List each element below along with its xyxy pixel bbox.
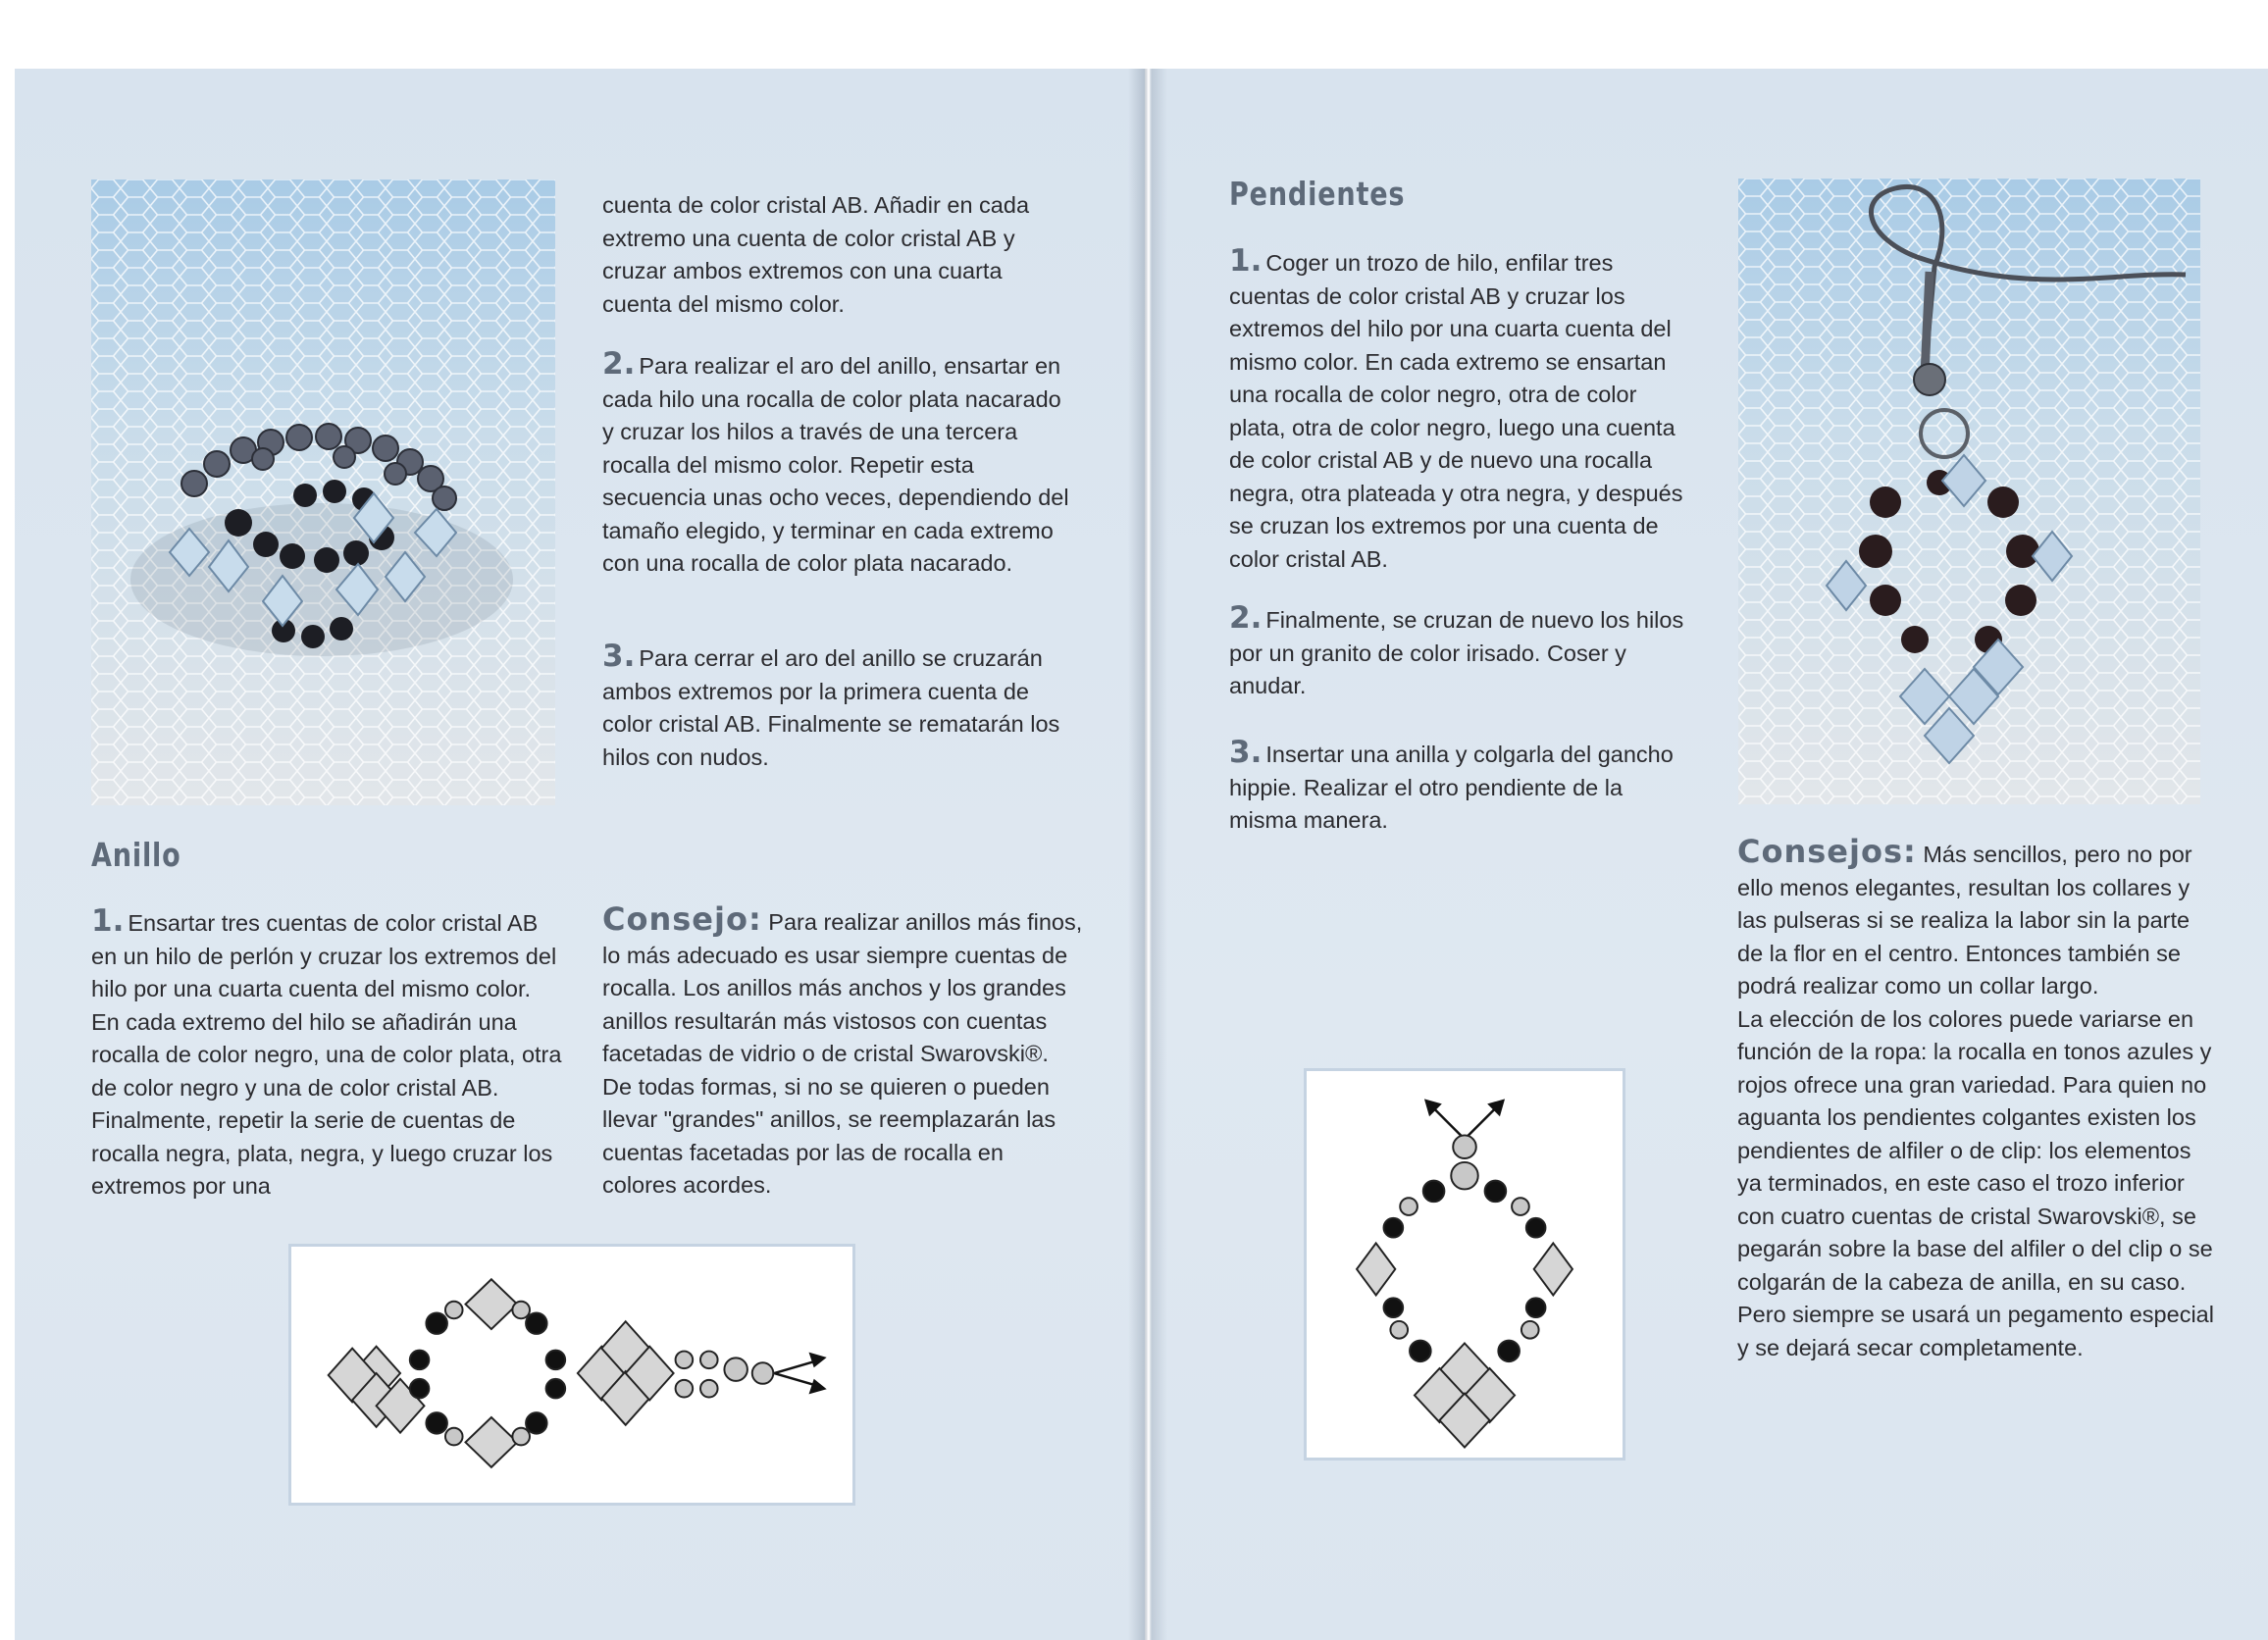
step-number: 3. (1229, 735, 1263, 770)
earring-photo (1738, 179, 2200, 804)
ring-step-2 (602, 348, 1073, 581)
tip-text: Para realizar anillos más finos, lo más adecuado es usar siempre cuentas de rocalla. Los anillos más anchos y los grandes anillos resultarán más vistosos con cuentas facetadas de vidrio o de cristal Swarovski®. De todas formas, si no se quieren o pueden llevar "grandes" anillos, se reemplazarán las cuentas facetadas por las de rocalla en colores acordes. (602, 909, 1083, 1198)
ring-photo (91, 179, 555, 805)
continuation-text: cuenta de color cristal AB. Añadir en cada extremo una cuenta de color cristal AB y cruzar ambos extremos con una cuarta cuenta del mismo color. (602, 192, 1030, 317)
earrings-step-1 (1229, 245, 1690, 576)
earrings-title: Pendientes (1229, 175, 1406, 213)
earrings-step-2 (1229, 602, 1690, 703)
earring-bead-diagram-icon (1307, 1071, 1623, 1458)
tip-label: Consejo: (602, 900, 762, 938)
ring-step-1 (91, 905, 562, 1204)
earrings-step-3 (1229, 737, 1690, 838)
ring-bead-diagram-icon (291, 1247, 852, 1503)
step-text: Coger un trozo de hilo, enfilar tres cuentas de color cristal AB y cruzar los extremos del hilo por una cuarta cuenta del mismo color. En cada extremo se ensartan una rocalla de color negro, otra de color plata, otra de color negro, luego una cuenta de color cristal AB y de nuevo una rocalla negra, otra plateada y otra negra, y después se cruzan los extremos por una cuenta de color cristal AB. (1229, 250, 1683, 572)
step-number: 1. (91, 903, 125, 939)
earrings-tips (1737, 833, 2218, 1364)
step-text: Para realizar el aro del anillo, ensartar en cada hilo una rocalla de color plata nacarado y cruzar los hilos a través de una tercera rocalla del mismo color. Repetir esta secuencia unas ocho veces, dependiendo del tamaño elegido, y terminar en cada extremo con una rocalla de color plata nacarado. (602, 353, 1069, 576)
tips-text: Más sencillos, pero no por ello menos elegantes, resultan los collares y las pulseras si se realiza la labor sin la parte de la flor en el centro. Entonces también se podrá realizar como un collar largo. (1737, 842, 2192, 999)
book-spine (1128, 69, 1167, 1640)
step-text: Finalmente, se cruzan de nuevo los hilos por un granito de color irisado. Coser y anudar. (1229, 607, 1684, 698)
step-number: 2. (602, 346, 636, 382)
step-number: 1. (1229, 243, 1263, 279)
step-number: 2. (1229, 600, 1263, 636)
ring-step-3 (602, 641, 1073, 774)
step-number: 3. (602, 639, 636, 674)
tips-text-2: La elección de los colores puede variarse en función de la ropa: la rocalla en tonos azules y rojos ofrece una gran variedad. Para quien no aguanta los pendientes colgantes existen los pendientes de alfiler o de clip: los elementos ya terminados, en este caso el trozo inferior con cuatro cuentas de cristal Swarovski®, se pegarán sobre la base del alfiler o del clip o se colgarán de la cabeza de anilla, en su caso. Pero siempre se usará un pegamento especial y se dejará secar completamente. (1737, 1005, 2214, 1360)
ring-title: Anillo (91, 836, 181, 874)
step-text: Insertar una anilla y colgarla del gancho hippie. Realizar el otro pendiente de la misma manera. (1229, 742, 1674, 833)
ring-diagram (288, 1244, 855, 1506)
earring-diagram (1304, 1068, 1625, 1461)
step-text: Ensartar tres cuentas de color cristal AB en un hilo de perlón y cruzar los extremos del hilo por una cuarta cuenta del mismo color. En cada extremo del hilo se añadirán una rocalla de color negro, una de color plata, otra de color negro y una de color cristal AB. Finalmente, repetir la serie de cuentas de rocalla negra, plata, negra, y luego cruzar los extremos por una (91, 910, 562, 1199)
ring-tip (602, 900, 1083, 1203)
tips-label: Consejos: (1737, 833, 1917, 870)
step-text: Para cerrar el aro del anillo se cruzarán ambos extremos por la primera cuenta de color cristal AB. Finalmente se rematarán los hilos con nudos. (602, 645, 1060, 770)
